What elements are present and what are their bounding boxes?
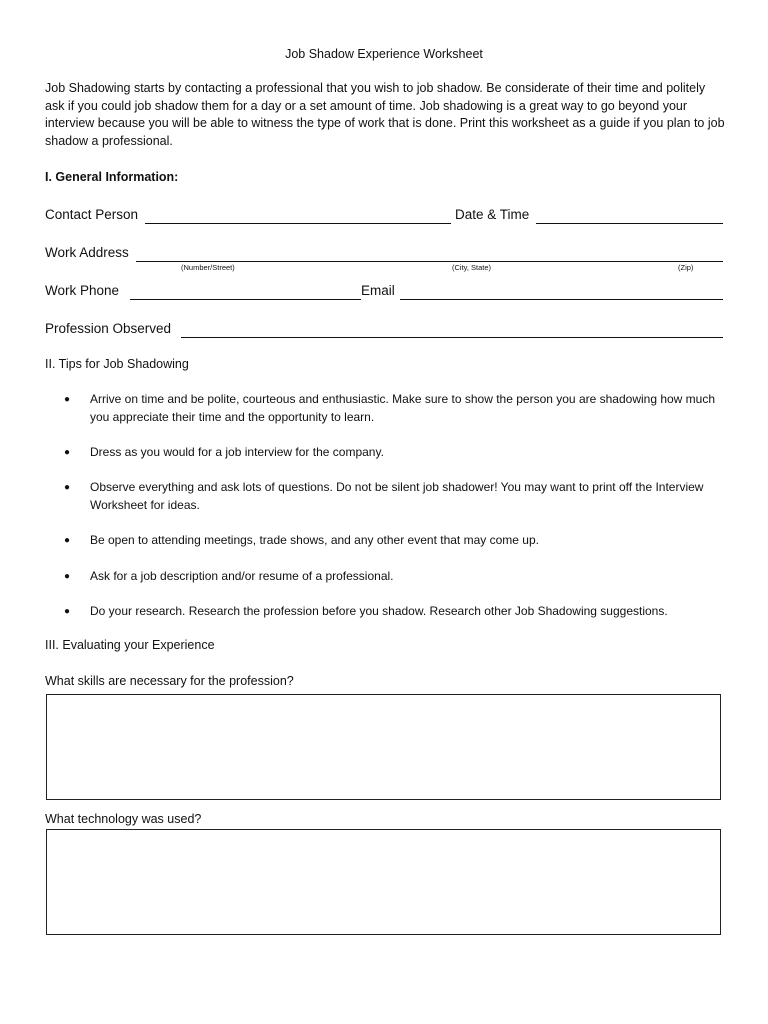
profession-observed-label: Profession Observed <box>45 321 172 336</box>
contact-person-label: Contact Person <box>45 207 139 222</box>
address-street-caption: (Number/Street) <box>181 263 235 272</box>
question-technology: What technology was used? <box>45 812 202 826</box>
bullet-icon: ● <box>64 447 71 458</box>
section-general-heading: I. General Information: <box>45 170 179 184</box>
bullet-icon: ● <box>64 394 71 405</box>
address-city-caption: (City, State) <box>452 263 492 272</box>
profession-observed-field[interactable] <box>181 337 723 338</box>
bullet-icon: ● <box>64 482 71 493</box>
section-tips-heading: II. Tips for Job Shadowing <box>45 357 189 371</box>
date-time-label: Date & Time <box>455 207 530 222</box>
email-field[interactable] <box>400 299 723 300</box>
page-title: Job Shadow Experience Worksheet <box>285 47 483 61</box>
tip-item: Be open to attending meetings, trade shows, and any other event that may come up. <box>90 533 539 547</box>
email-label: Email <box>361 283 395 298</box>
bullet-icon: ● <box>64 535 71 546</box>
bullet-icon: ● <box>64 571 71 582</box>
work-address-field[interactable] <box>136 261 723 262</box>
date-time-field[interactable] <box>536 223 723 224</box>
work-address-label: Work Address <box>45 245 129 260</box>
work-phone-label: Work Phone <box>45 283 120 298</box>
technology-answer-box[interactable] <box>46 829 721 935</box>
work-phone-field[interactable] <box>130 299 361 300</box>
contact-person-field[interactable] <box>145 223 451 224</box>
intro-paragraph: Job Shadowing starts by contacting a professional that you wish to job shadow. Be considerate of their time and politely ask if you could job shadow them for a day or a set amount of time. Job shadowing is a great way to go beyond your interview because you will be able to witness the type of work that is done. Print this worksheet as a guide if you plan to job shadow a professional. <box>45 81 725 148</box>
question-skills: What skills are necessary for the profession? <box>45 674 294 688</box>
tip-item: Ask for a job description and/or resume of a professional. <box>90 569 394 583</box>
tip-item: Arrive on time and be polite, courteous and enthusiastic. Make sure to show the person you are shadowing how much you appreciate their time and the opportunity to learn. <box>90 392 716 424</box>
address-zip-caption: (Zip) <box>678 263 694 272</box>
section-evaluation-heading: III. Evaluating your Experience <box>45 638 215 652</box>
bullet-icon: ● <box>64 606 71 617</box>
tip-item: Do your research. Research the profession before you shadow. Research other Job Shadowing suggestions. <box>90 604 668 618</box>
skills-answer-box[interactable] <box>46 694 721 800</box>
tip-item: Dress as you would for a job interview for the company. <box>90 445 384 459</box>
tip-item: Observe everything and ask lots of questions. Do not be silent job shadower! You may want to print off the Interview Worksheet for ideas. <box>90 480 704 512</box>
